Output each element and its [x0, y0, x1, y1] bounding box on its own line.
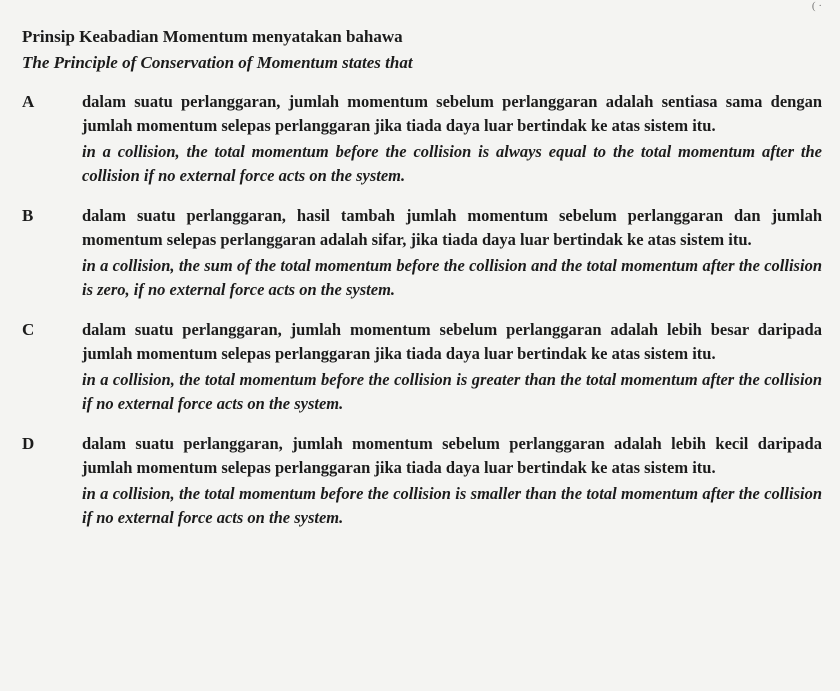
- option-a[interactable]: [22, 90, 822, 188]
- option-letter: C: [22, 320, 35, 339]
- option-text-malay: dalam suatu perlanggaran, jumlah momentum sebelum perlanggaran adalah lebih besar daripada jumlah momentum selepas perlanggaran jika tiada daya luar bertindak ke atas sistem itu.: [82, 320, 822, 363]
- option-text-malay: dalam suatu perlanggaran, hasil tambah jumlah momentum sebelum perlanggaran dan jumlah momentum selepas perlanggaran adalah sifar, jika tiada daya luar bertindak ke atas sistem itu.: [82, 206, 822, 249]
- option-letter: D: [22, 434, 35, 453]
- option-c[interactable]: [22, 318, 822, 416]
- option-text-english: in a collision, the total momentum before the collision is smaller than the total momentum after the collision if no external force acts on the system.: [82, 484, 822, 527]
- option-text-malay: dalam suatu perlanggaran, jumlah momentum sebelum perlanggaran adalah sentiasa sama dengan jumlah momentum selepas perlanggaran jika tiada daya luar bertindak ke atas sistem itu.: [82, 92, 822, 135]
- option-b[interactable]: [22, 204, 822, 302]
- option-letter: B: [22, 206, 34, 225]
- corner-mark: ( ·: [811, 0, 822, 12]
- question-stem-english: The Principle of Conservation of Momentum states that: [22, 53, 413, 72]
- option-text-english: in a collision, the sum of the total momentum before the collision and the total momentum after the collision is zero, if no external force acts on the system.: [82, 256, 822, 299]
- option-text-english: in a collision, the total momentum before the collision is always equal to the total momentum after the collision if no external force acts on the system.: [82, 142, 822, 185]
- option-text-malay: dalam suatu perlanggaran, jumlah momentum sebelum perlanggaran adalah lebih kecil daripada jumlah momentum selepas perlanggaran jika tiada daya luar bertindak ke atas sistem itu.: [82, 434, 822, 477]
- option-d[interactable]: [22, 432, 822, 530]
- question-stem-malay: Prinsip Keabadian Momentum menyatakan bahawa: [22, 27, 403, 46]
- option-text-english: in a collision, the total momentum before the collision is greater than the total momentum after the collision if no external force acts on the system.: [82, 370, 822, 413]
- option-letter: A: [22, 92, 35, 111]
